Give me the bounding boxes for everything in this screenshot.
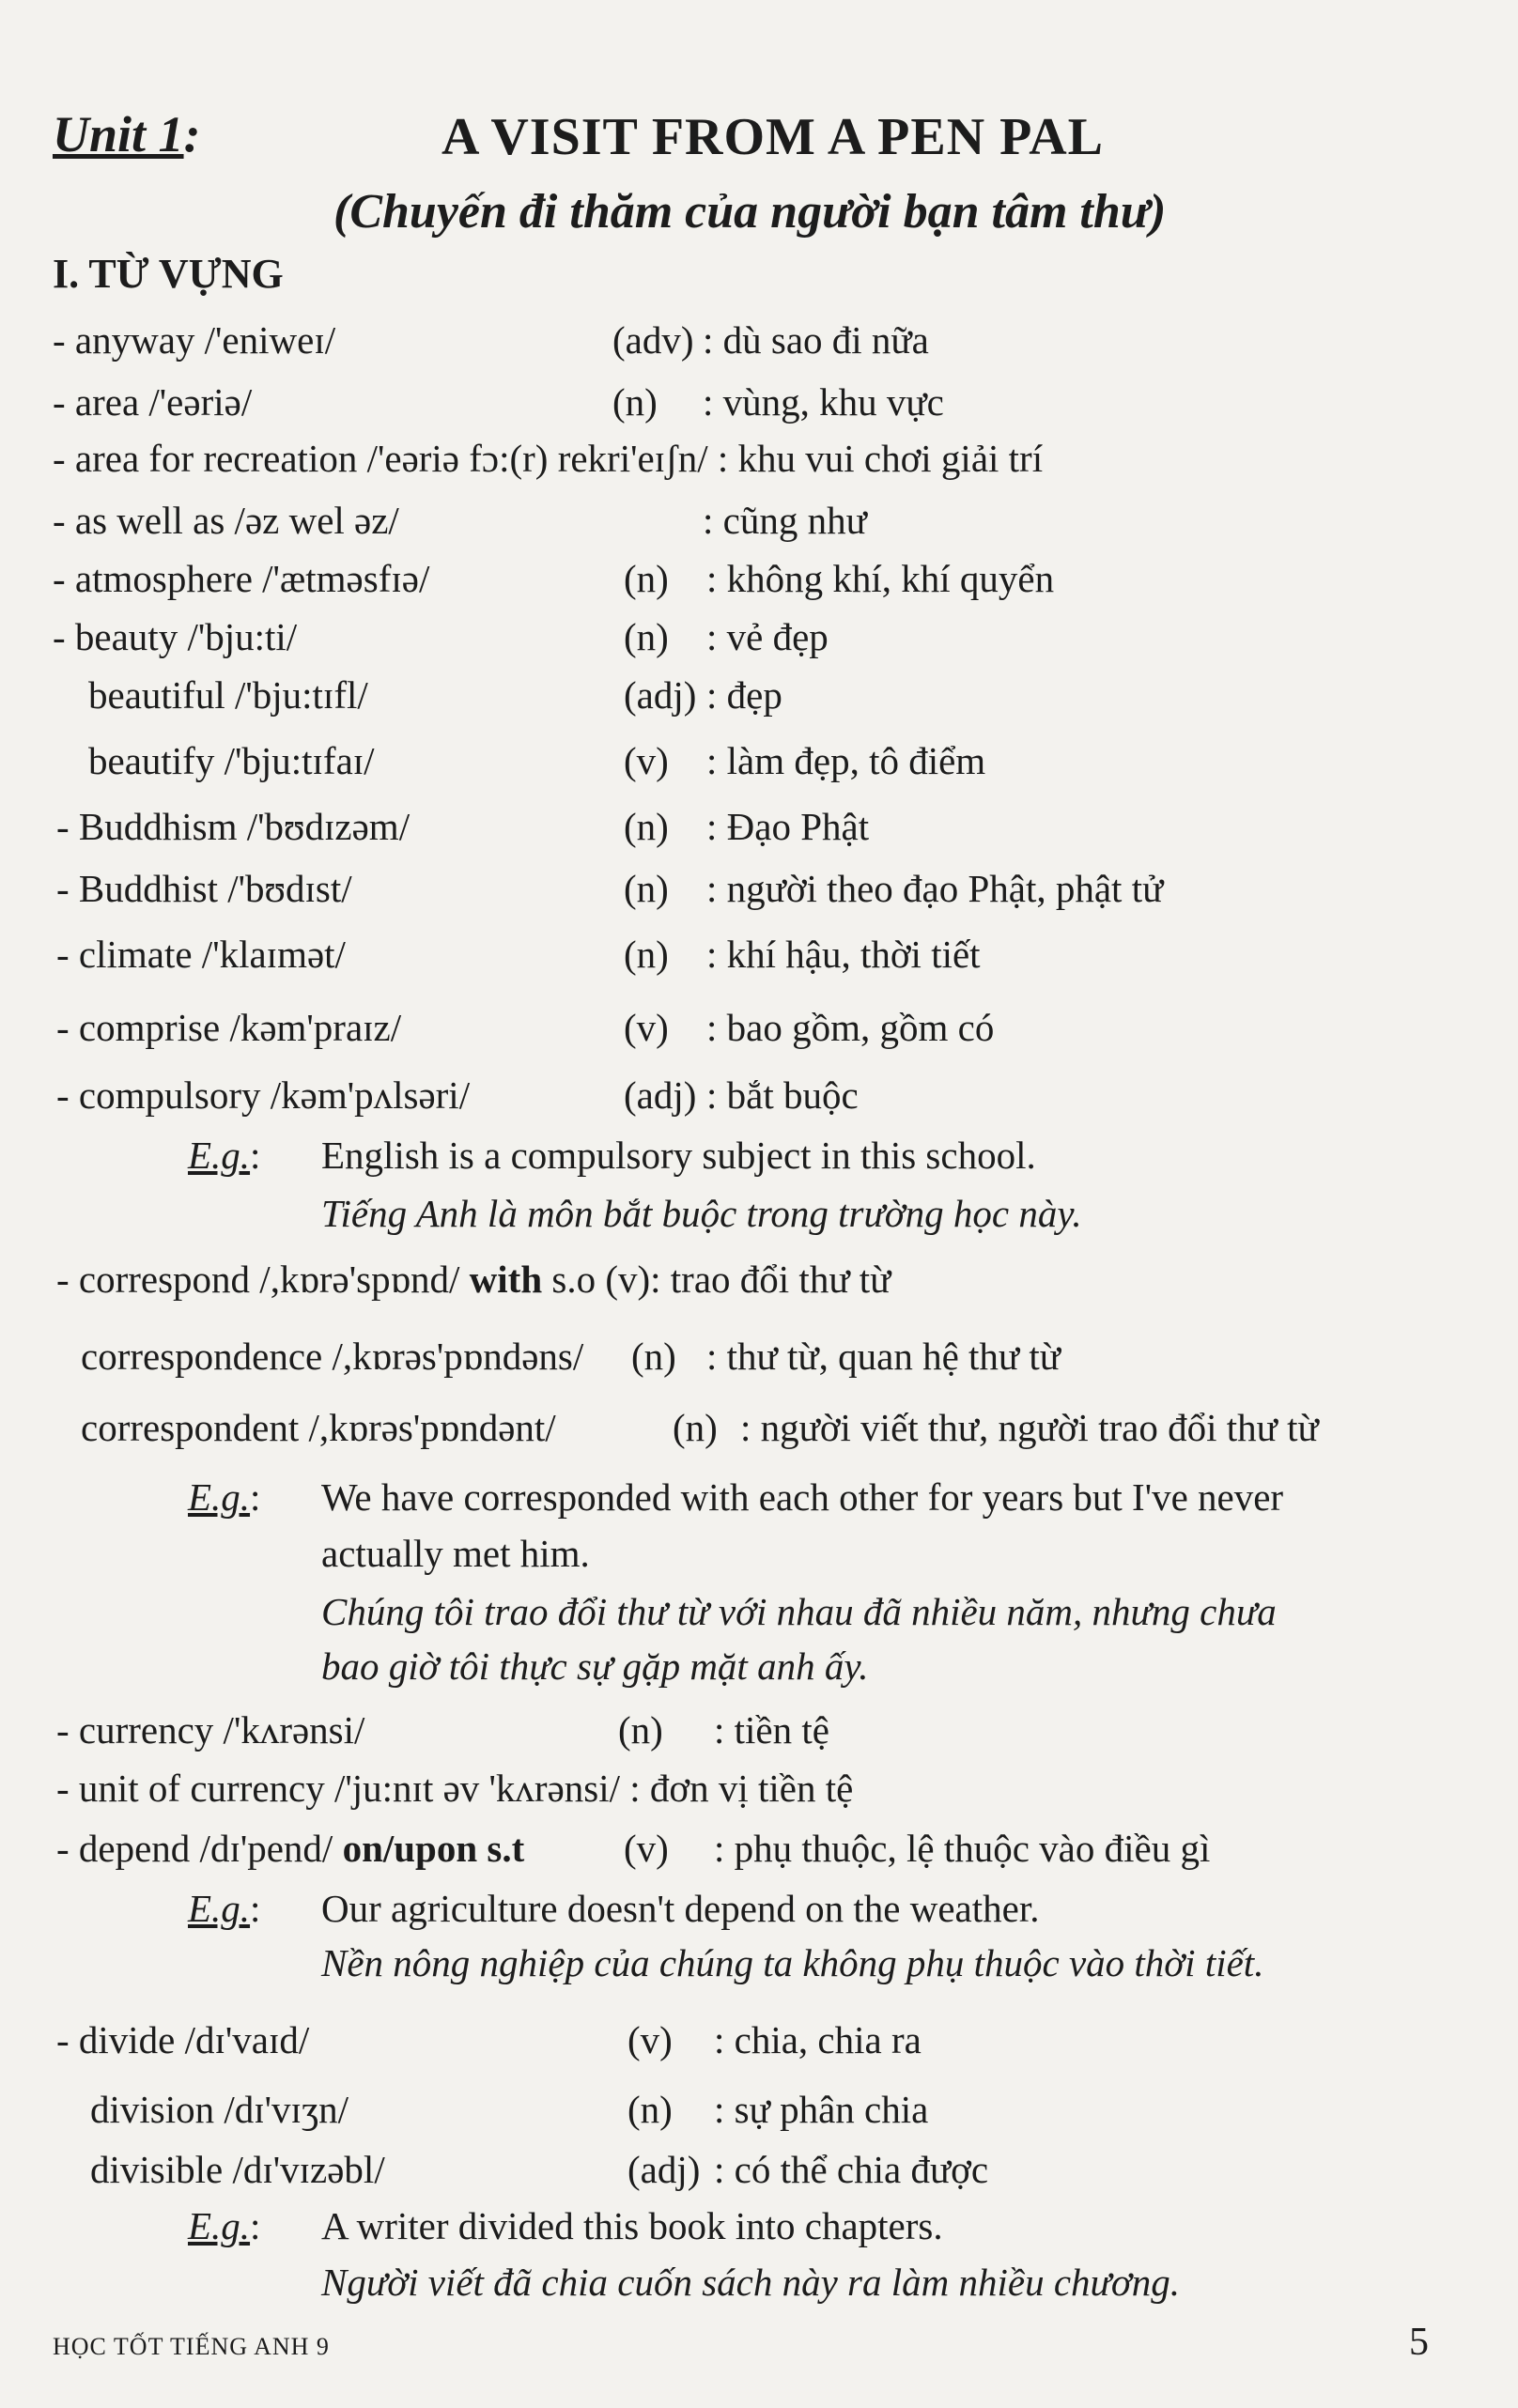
- translation-line: bao giờ tôi thực sự gặp mặt anh ấy.: [321, 1644, 869, 1688]
- translation-line: Nền nông nghiệp của chúng ta không phụ thuộc vào thời tiết.: [321, 1941, 1264, 1984]
- example-line: actually met him.: [321, 1532, 590, 1575]
- translation-line: Tiếng Anh là môn bắt buộc trong trường học này.: [321, 1192, 1082, 1235]
- textbook-page: Unit 1: A VISIT FROM A PEN PAL (Chuyến đi thăm của người bạn tâm thư) I. TỪ VỰNG - anyway /'eniweɪ/ (adv) : dù sao đi nữa - area /'eəriə/ (n) : vùng, khu vực - area for recreation /'eəriə fɔ:(r) rekri'eɪʃn/ : khu vui chơi giải trí - as well as /əz wel əz/ : cũng như - atmosphere /'ætməsfɪə/ (n) : không khí, khí quyển - beauty /'bju:ti/ (n) : vẻ đẹp beautiful /'bju:tɪfl/ (adj) : đẹp beautify /'bju:tɪfaɪ/ (v) : làm đẹp, tô điểm - Buddhism /'bʊdɪzəm/ (n) : Đạo Phật - Buddhist /'bʊdɪst/ (n) : người theo đạo Phật, phật tử - climate /'klaɪmət/ (n) : khí hậu, thời tiết - comprise /kəm'praɪz/ (v) : bao gồm, gồm có - compulsory /kəm'pʌlsəri/ (adj) : bắt buộc E.g.: English is a compulsory subject in this school. Tiếng Anh là môn bắt buộc trong trường học này. - correspond /,kɒrə'spɒnd/ with s.o (v): trao đổi thư từ correspondence /,kɒrəs'pɒndəns/ (n) : thư từ, quan hệ thư từ correspondent /,kɒrəs'pɒndənt/ (n) : người viết thư, người trao đổi thư từ E.g.: We have corresponded with each other for years but I've never actually met him. Chúng tôi trao đổi thư từ với nhau đã nhiều năm, nhưng chưa bao giờ tôi thực sự gặp mặt anh ấy. - currency /'kʌrənsi/ (n) : tiền tệ - unit of currency /'ju:nɪt əv 'kʌrənsi/ : đơn vị tiền tệ - depend /dɪ'pend/ on/upon s.t (v) : phụ thuộc, lệ thuộc vào điều gì E.g.: Our agriculture doesn't depend on the weather. Nền nông nghiệp của chúng ta không phụ thuộc vào thời tiết. - divide /dɪ'vaɪd/ (v) : chia, chia ra division /dɪ'vɪʒn/ (n) : sự phân chia divisible /dɪ'vɪzəbl/ (adj) : có thể chia được E.g.: A writer divided this book into chapters. Người viết đã chia cuốn sách này ra làm nhiều chương. HỌC TỐT TIẾNG ANH 9 5: [53, 106, 1429, 2364]
- translation-line: Chúng tôi trao đổi thư từ với nhau đã nhiều năm, nhưng chưa: [321, 1590, 1277, 1633]
- unit-label: Unit 1:: [53, 106, 201, 162]
- footer-book-title: HỌC TỐT TIẾNG ANH 9: [53, 2333, 330, 2360]
- unit-subtitle: (Chuyến đi thăm của người bạn tâm thư): [333, 185, 1167, 239]
- translation-line: Người viết đã chia cuốn sách này ra làm nhiều chương.: [321, 2261, 1181, 2304]
- unit-title: A VISIT FROM A PEN PAL: [441, 108, 1105, 166]
- page-number: 5: [1409, 2321, 1429, 2364]
- section-heading: I. TỪ VỰNG: [53, 251, 284, 297]
